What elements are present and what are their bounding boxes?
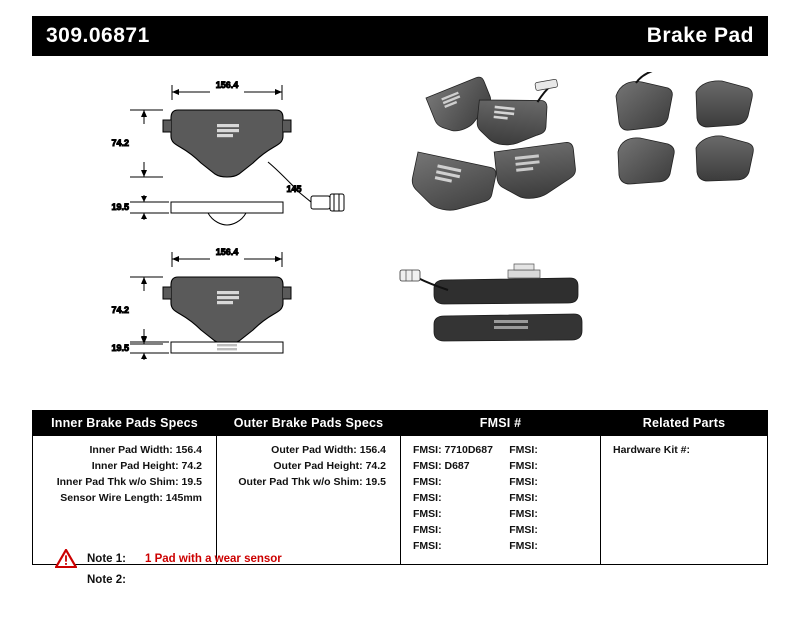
pad-photo-d — [494, 142, 578, 202]
pad-photo-e — [616, 72, 682, 130]
inner-spec-row: Inner Pad Thk w/o Shim: 19.5 — [56, 476, 202, 488]
note-row-2 — [55, 569, 555, 590]
pad-photo-h — [696, 136, 753, 181]
fmsi-row — [409, 442, 592, 458]
technical-line-drawings — [32, 62, 372, 402]
inner-spec-row: Inner Pad Height: 74.2 — [91, 460, 202, 472]
dim-top-height: 74.2 — [111, 138, 129, 148]
warning-icon — [55, 549, 77, 568]
outer-specs-header: Outer Brake Pads Specs — [217, 411, 400, 436]
spec-tables — [32, 410, 768, 565]
dim-top-thickness: 19.5 — [111, 202, 129, 212]
note-1-value: 1 Pad with a wear sensor — [145, 552, 282, 565]
fmsi-left: FMSI: 7710D687 — [413, 444, 493, 456]
outer-spec-row: Outer Pad Width: 156.4 — [271, 444, 386, 456]
inner-spec-row: Sensor Wire Length: 145mm — [60, 492, 202, 504]
outer-spec-row: Outer Pad Height: 74.2 — [273, 460, 386, 472]
related-parts-table — [600, 410, 768, 565]
pad-photo-side-plain — [434, 314, 582, 341]
related-parts-header: Related Parts — [601, 411, 767, 436]
dim-bottom-width: 156.4 — [215, 247, 239, 257]
fmsi-right: FMSI: — [509, 444, 538, 456]
pad-photo-g — [618, 138, 674, 184]
pad-photo-c — [407, 152, 497, 219]
fmsi-right: FMSI: — [509, 492, 538, 504]
pad-photo-f — [696, 81, 752, 127]
product-photos — [382, 72, 768, 402]
fmsi-right: FMSI: — [509, 540, 538, 552]
fmsi-row — [409, 522, 592, 538]
fmsi-left: FMSI: — [413, 540, 442, 552]
fmsi-left: FMSI: — [413, 476, 442, 488]
outer-specs-table — [216, 410, 400, 565]
fmsi-right: FMSI: — [509, 476, 538, 488]
fmsi-table — [400, 410, 600, 565]
fmsi-left: FMSI: D687 — [413, 460, 470, 472]
fmsi-left: FMSI: — [413, 492, 442, 504]
fmsi-right: FMSI: — [509, 508, 538, 520]
fmsi-row — [409, 506, 592, 522]
fmsi-left: FMSI: — [413, 508, 442, 520]
dim-bottom-height: 74.2 — [111, 305, 129, 315]
dim-sensor-length: 145 — [286, 184, 302, 194]
fmsi-left: FMSI: — [413, 524, 442, 536]
notes-section — [55, 548, 555, 590]
note-1-label: Note 1: — [87, 552, 126, 565]
fmsi-row — [409, 490, 592, 506]
pad-photo-b — [475, 72, 559, 150]
note-2-label: Note 2: — [87, 573, 126, 586]
pad-photo-side-sensor — [400, 264, 578, 304]
fmsi-row — [409, 474, 592, 490]
part-number: 309.06871 — [46, 24, 150, 47]
fmsi-right: FMSI: — [509, 524, 538, 536]
drawing-area — [32, 62, 768, 402]
dim-bottom-thickness: 19.5 — [111, 343, 129, 353]
header-bar — [32, 16, 768, 56]
related-part-row: Hardware Kit #: — [613, 444, 691, 456]
inner-specs-table — [32, 410, 216, 565]
fmsi-right: FMSI: — [509, 460, 538, 472]
note-row-1 — [55, 548, 555, 569]
inner-specs-header: Inner Brake Pads Specs — [33, 411, 216, 436]
outer-spec-row: Outer Pad Thk w/o Shim: 19.5 — [238, 476, 386, 488]
dim-top-width: 156.4 — [215, 80, 239, 90]
inner-spec-row: Inner Pad Width: 156.4 — [89, 444, 202, 456]
fmsi-row — [409, 458, 592, 474]
product-type: Brake Pad — [646, 24, 754, 47]
fmsi-header: FMSI # — [401, 411, 600, 436]
